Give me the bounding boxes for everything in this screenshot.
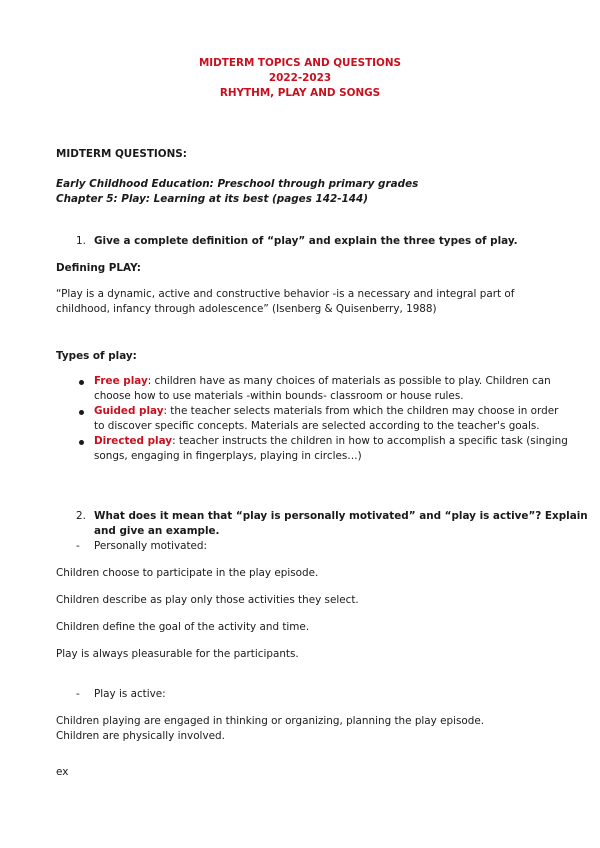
personally-item: Children choose to participate in the play episode. — [56, 567, 319, 579]
active-line-2: Children are physically involved. — [56, 730, 225, 742]
header-title: MIDTERM TOPICS AND QUESTIONS — [198, 57, 402, 69]
q2-text-line-1: What does it mean that “play is personally motivated” and “play is active”? Explain — [94, 510, 588, 522]
header-year: 2022-2023 — [268, 72, 332, 84]
type-guided-play — [94, 405, 558, 417]
type-term: Directed play — [94, 435, 173, 447]
types-label: Types of play: — [56, 350, 137, 362]
definition-line-1: “Play is a dynamic, active and constructive behavior -is a necessary and integral part of — [56, 288, 515, 300]
personally-item: Play is always pleasurable for the participants. — [56, 648, 299, 660]
example-label: ex — [56, 766, 69, 778]
dash-marker: - — [76, 688, 80, 700]
defining-label: Defining PLAY: — [56, 262, 141, 274]
type-desc-line-1: : children have as many choices of materials as possible to play. Children can — [147, 375, 551, 387]
personally-label: Personally motivated: — [94, 540, 208, 552]
q1-text: Give a complete definition of “play” and explain the three types of play. — [94, 235, 518, 247]
type-desc-line-2: to discover specific concepts. Materials are selected according to the teacher's goals. — [94, 420, 540, 432]
type-directed-play — [94, 435, 568, 447]
type-desc-line-1: : teacher instructs the children in how to accomplish a specific task (singing — [172, 435, 568, 447]
source-book: Early Childhood Education: Preschool through primary grades — [56, 178, 419, 190]
bullet-icon — [79, 440, 84, 445]
type-free-play — [94, 375, 551, 387]
type-term: Free play — [94, 375, 148, 387]
personally-item: Children define the goal of the activity and time. — [56, 621, 310, 633]
type-desc-line-2: choose how to use materials -within bounds- classroom or house rules. — [94, 390, 464, 402]
type-desc-line-2: songs, engaging in fingerplays, playing in circles…) — [94, 450, 362, 462]
section-title: MIDTERM QUESTIONS: — [56, 148, 187, 160]
dash-marker: - — [76, 540, 80, 552]
q2-number: 2. — [76, 510, 86, 522]
personally-item: Children describe as play only those activities they select. — [56, 594, 359, 606]
source-chapter: Chapter 5: Play: Learning at its best (pages 142-144) — [56, 193, 368, 205]
type-term: Guided play — [94, 405, 164, 417]
q2-text-line-2: and give an example. — [94, 525, 220, 537]
definition-line-2: childhood, infancy through adolescence” (Isenberg & Quisenberry, 1988) — [56, 303, 437, 315]
active-label: Play is active: — [94, 688, 166, 700]
bullet-icon — [79, 380, 84, 385]
q1-number: 1. — [76, 235, 86, 247]
type-desc-line-1: : the teacher selects materials from which the children may choose in order — [163, 405, 559, 417]
header-subject: RHYTHM, PLAY AND SONGS — [219, 87, 381, 99]
bullet-icon — [79, 410, 84, 415]
active-line-1: Children playing are engaged in thinking or organizing, planning the play episode. — [56, 715, 485, 727]
